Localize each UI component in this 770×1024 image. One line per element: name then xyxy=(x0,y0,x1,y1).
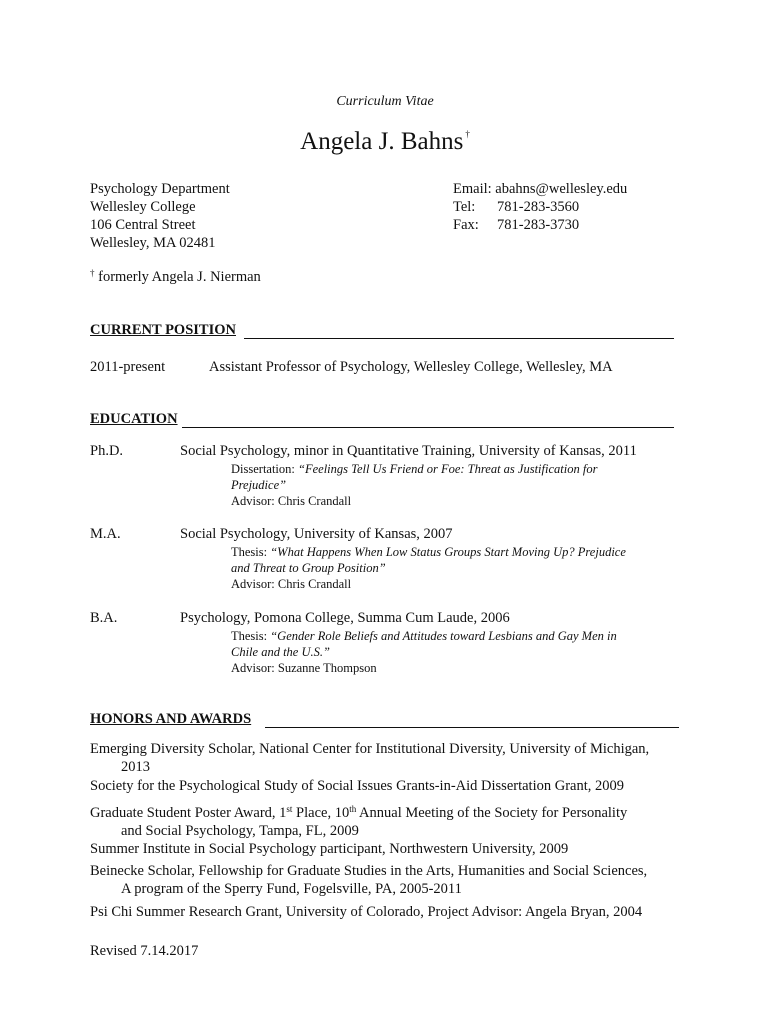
former-name-note xyxy=(90,268,261,286)
degree-detail: Social Psychology, University of Kansas, 2007 xyxy=(180,526,453,542)
thesis-line: Thesis: “What Happens When Low Status Groups Start Moving Up? Prejudice xyxy=(231,545,626,559)
document-label: Curriculum Vitae xyxy=(336,94,434,109)
section-rule xyxy=(182,427,674,428)
contact-block xyxy=(453,180,627,234)
degree-detail: Psychology, Pomona College, Summa Cum Laude, 2006 xyxy=(180,610,510,626)
honor-item: Summer Institute in Social Psychology participant, Northwestern University, 2009 xyxy=(90,841,569,857)
position-title: Assistant Professor of Psychology, Wellesley College, Wellesley, MA xyxy=(209,359,613,375)
section-heading-education: EDUCATION xyxy=(90,411,178,427)
thesis-line-cont: and Threat to Group Position” xyxy=(231,561,386,575)
section-heading-current-position: CURRENT POSITION xyxy=(90,322,236,338)
address-line-street: 106 Central Street xyxy=(90,217,196,233)
honor-item: Beinecke Scholar, Fellowship for Graduate Studies in the Arts, Humanities and Social Sciences, A program of the Sperry Fund, Fogelsville, PA, 2005-2011 xyxy=(90,863,648,897)
honor-item: Psi Chi Summer Research Grant, University of Colorado, Project Advisor: Angela Bryan, 2004 xyxy=(90,904,643,920)
degree: Ph.D. xyxy=(90,443,124,459)
name-dagger: † xyxy=(465,129,470,139)
section-rule xyxy=(265,727,679,728)
fax-value: 781-283-3730 xyxy=(497,217,580,233)
advisor: Advisor: Chris Crandall xyxy=(231,577,352,591)
tel-value: 781-283-3560 xyxy=(497,199,580,215)
tel-label: Tel: xyxy=(453,199,476,215)
degree: B.A. xyxy=(90,610,118,626)
dissertation-line-cont: Prejudice” xyxy=(231,478,287,492)
person-name xyxy=(0,128,770,156)
education-entry xyxy=(90,526,690,596)
honor-item: Society for the Psychological Study of Social Issues Grants-in-Aid Dissertation Grant, 2009 xyxy=(90,778,625,794)
address-line-department: Psychology Department xyxy=(90,181,230,197)
contact-email: Email: abahns@wellesley.edu xyxy=(453,181,628,197)
education-entry xyxy=(90,443,690,513)
honor-item: Emerging Diversity Scholar, National Center for Institutional Diversity, University of Michigan, 2013 xyxy=(90,741,650,775)
degree-detail: Social Psychology, minor in Quantitative Training, University of Kansas, 2011 xyxy=(180,443,637,459)
contact-tel xyxy=(453,198,627,216)
section-heading-honors: HONORS AND AWARDS xyxy=(90,711,252,727)
fax-label: Fax: xyxy=(453,217,479,233)
name-text: Angela J. Bahns xyxy=(300,128,464,155)
advisor: Advisor: Chris Crandall xyxy=(231,494,352,508)
address-line-college: Wellesley College xyxy=(90,199,196,215)
honor-item: Graduate Student Poster Award, 1st Place, 10th Annual Meeting of the Society for Personality and Social Psychology, Tampa, FL, 2009 xyxy=(90,804,628,839)
contact-fax xyxy=(453,216,627,234)
revision-date: Revised 7.14.2017 xyxy=(90,943,199,959)
degree: M.A. xyxy=(90,526,121,542)
education-entry xyxy=(90,610,690,680)
thesis-line-cont: Chile and the U.S.” xyxy=(231,645,330,659)
note-dagger: † xyxy=(90,268,95,278)
position-years: 2011-present xyxy=(90,359,166,375)
address-block xyxy=(90,180,230,252)
advisor: Advisor: Suzanne Thompson xyxy=(231,661,377,675)
note-text: formerly Angela J. Nierman xyxy=(94,269,261,285)
thesis-line: Thesis: “Gender Role Beliefs and Attitudes toward Lesbians and Gay Men in xyxy=(231,629,617,643)
section-rule xyxy=(244,338,674,339)
address-line-city: Wellesley, MA 02481 xyxy=(90,235,216,251)
dissertation-line: Dissertation: “Feelings Tell Us Friend or Foe: Threat as Justification for xyxy=(231,462,598,476)
